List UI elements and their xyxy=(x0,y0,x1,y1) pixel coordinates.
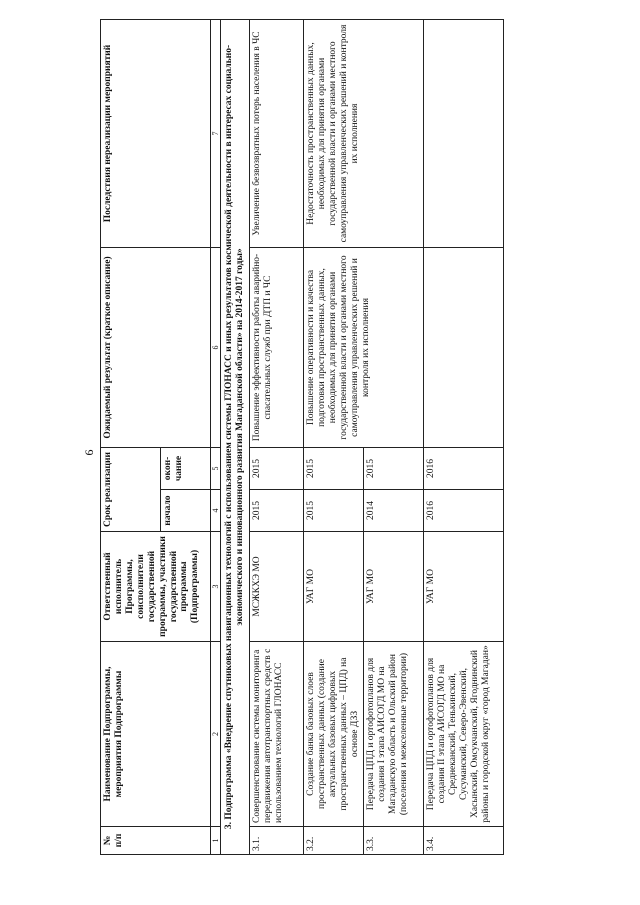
row-end: 2015 xyxy=(364,448,424,490)
section-title: 3. Подпрограмма «Внедрение спутниковых навигационных технологий с использованием системы ГЛОНАСС и иных результатов космической деятельности в интересах социально-экономического и инновационного развития Магаданской области» на 2014-2017 годы» xyxy=(221,20,250,855)
row-num: 3.2. xyxy=(304,827,364,855)
table-row xyxy=(424,20,504,855)
row-executor: УАГ МО xyxy=(364,532,424,642)
row-start: 2014 xyxy=(364,490,424,532)
rotated-page xyxy=(100,20,500,855)
header-result: Ожидаемый результат (краткое описание) xyxy=(101,248,211,448)
row-end: 2015 xyxy=(304,448,364,490)
row-executor: УАГ МО xyxy=(424,532,504,642)
page-number: 9 xyxy=(82,449,97,456)
row-result: Повышение эффективности работы аварийно-спасательных служб при ДТП и ЧС xyxy=(250,248,304,448)
row-name: Передача ЦПД и ортофотопланов для создания I этапа АИСОГД МО на Магаданскую область и Ольский район (поселения и межселенные территории) xyxy=(364,642,424,827)
column-number: 4 xyxy=(211,490,221,532)
row-consequence: Недостаточность пространственных данных, необходимых для принятия органами государственной власти и органами местного самоуправления управленческих решений и контроля их исполнения xyxy=(304,20,424,248)
section-row xyxy=(221,20,250,855)
row-name: Совершенствование системы мониторинга передвижения автотранспортных средств с использованием технологий ГЛОНАСС xyxy=(250,642,304,827)
row-result xyxy=(424,248,504,448)
row-name: Передача ЦПД и ортофотопланов для создания II этапа АИСОГД МО на Среднеканский, Тенькинский, Сусуманский, Северо-Эвенский, Хасынский, Омсукчанский, Ягоднинский районы и городской округ «город Магадан» xyxy=(424,642,504,827)
column-number: 1 xyxy=(211,827,221,855)
row-executor: МСЖКХЭ МО xyxy=(250,532,304,642)
column-number: 2 xyxy=(211,642,221,827)
row-start: 2016 xyxy=(424,490,504,532)
row-consequence xyxy=(424,20,504,248)
column-number: 7 xyxy=(211,20,221,248)
row-result: Повышение оперативности и качества подготовки пространственных данных, необходимых для принятия органами государственной власти и органами местного самоуправления управленческих решений и контроля их исполнения xyxy=(304,248,424,448)
program-table xyxy=(100,19,504,855)
row-name: Создание банка базовых слоев пространственных данных (создание актуальных базовых цифровых пространственных данных – ЦПД) на основе ДЗЗ xyxy=(304,642,364,827)
header-start: начало xyxy=(161,490,211,532)
header-name: Наименование Подпрограммы, мероприятия Подпрограммы xyxy=(101,642,211,827)
header-consequence: Последствия нереализации мероприятий xyxy=(101,20,211,248)
header-executor: Ответственный исполнитель Программы, соисполнители государственной программы, участники государственной программы (Подпрограммы) xyxy=(101,532,211,642)
column-number: 3 xyxy=(211,532,221,642)
table-row xyxy=(304,20,364,855)
row-num: 3.4. xyxy=(424,827,504,855)
row-end: 2016 xyxy=(424,448,504,490)
column-number-row xyxy=(211,20,221,855)
header-num: № п/п xyxy=(101,827,211,855)
row-num: 3.1. xyxy=(250,827,304,855)
landscape-table-container xyxy=(100,20,500,855)
column-number: 6 xyxy=(211,248,221,448)
row-start: 2015 xyxy=(304,490,364,532)
row-start: 2015 xyxy=(250,490,304,532)
table-row xyxy=(250,20,304,855)
header-term: Срок реализации xyxy=(101,448,161,532)
row-num: 3.3. xyxy=(364,827,424,855)
header-end: окон- чание xyxy=(161,448,211,490)
row-end: 2015 xyxy=(250,448,304,490)
column-number: 5 xyxy=(211,448,221,490)
row-consequence: Увеличение безвозвратных потерь населения в ЧС xyxy=(250,20,304,248)
row-executor: УАГ МО xyxy=(304,532,364,642)
